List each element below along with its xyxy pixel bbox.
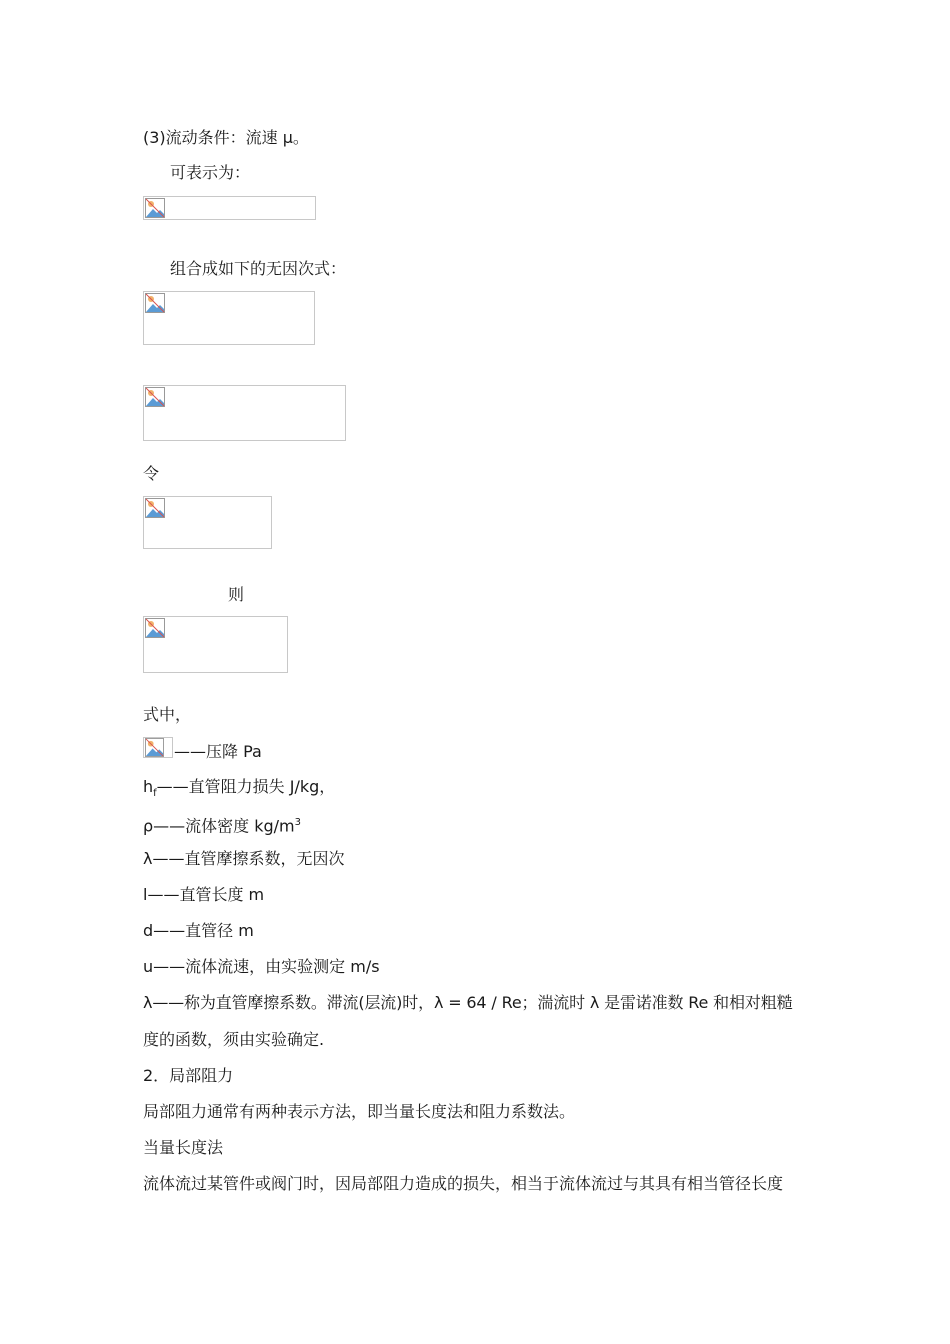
- condition-3: (3)流动条件：流速 μ。: [143, 128, 309, 147]
- formula-image-5: [143, 616, 288, 673]
- rho-desc: ρ——流体密度 kg/m: [143, 816, 295, 836]
- equivalent-length-desc: 流体流过某管件或阀门时，因局部阻力造成的损失，相当于流体流过与其具有相当管径长度: [143, 1174, 784, 1193]
- hf-desc: ——直管阻力损失 J/kg，: [156, 777, 336, 796]
- broken-image-icon: [145, 293, 165, 313]
- broken-image-icon: [145, 498, 165, 518]
- express-label: 可表示为：: [170, 163, 251, 182]
- rho-line: [143, 812, 301, 837]
- formula-image-2: [143, 291, 315, 345]
- lambda-line: λ——直管摩擦系数，无因次: [143, 849, 345, 868]
- local-resistance-desc: 局部阻力通常有两种表示方法，即当量长度法和阻力系数法。: [143, 1102, 576, 1121]
- section-2-heading: 2．局部阻力: [143, 1066, 234, 1085]
- where-label: 式中，: [143, 705, 192, 724]
- let-label: 令: [143, 464, 160, 483]
- hf-symbol: h: [143, 777, 154, 796]
- then-label: 则: [228, 585, 245, 604]
- formula-image-1: [143, 196, 316, 220]
- broken-image-icon: [145, 738, 164, 757]
- equivalent-length-heading: 当量长度法: [143, 1138, 224, 1157]
- lambda-long-line-2: 度的函数，须由实验确定.: [143, 1030, 325, 1049]
- broken-image-icon: [145, 618, 165, 638]
- delta-p-symbol-image: [143, 737, 173, 758]
- lambda-long-line-1: λ——称为直管摩擦系数。滞流(层流)时，λ = 64 / Re；湍流时 λ 是雷诺准数 Re 和相对粗糙: [143, 993, 793, 1012]
- l-line: l——直管长度 m: [143, 885, 265, 904]
- d-line: d——直管径 m: [143, 921, 254, 940]
- broken-image-icon: [145, 198, 165, 218]
- hf-subscript: f: [153, 788, 157, 800]
- broken-image-icon: [145, 387, 165, 407]
- delta-p-desc: ——压降 Pa: [174, 742, 262, 761]
- combine-label: 组合成如下的无因次式：: [170, 259, 347, 278]
- u-line: u——流体流速，由实验测定 m/s: [143, 957, 380, 976]
- hf-line: [143, 776, 335, 805]
- formula-image-4: [143, 496, 272, 549]
- rho-superscript: 3: [294, 817, 302, 828]
- formula-image-3: [143, 385, 346, 441]
